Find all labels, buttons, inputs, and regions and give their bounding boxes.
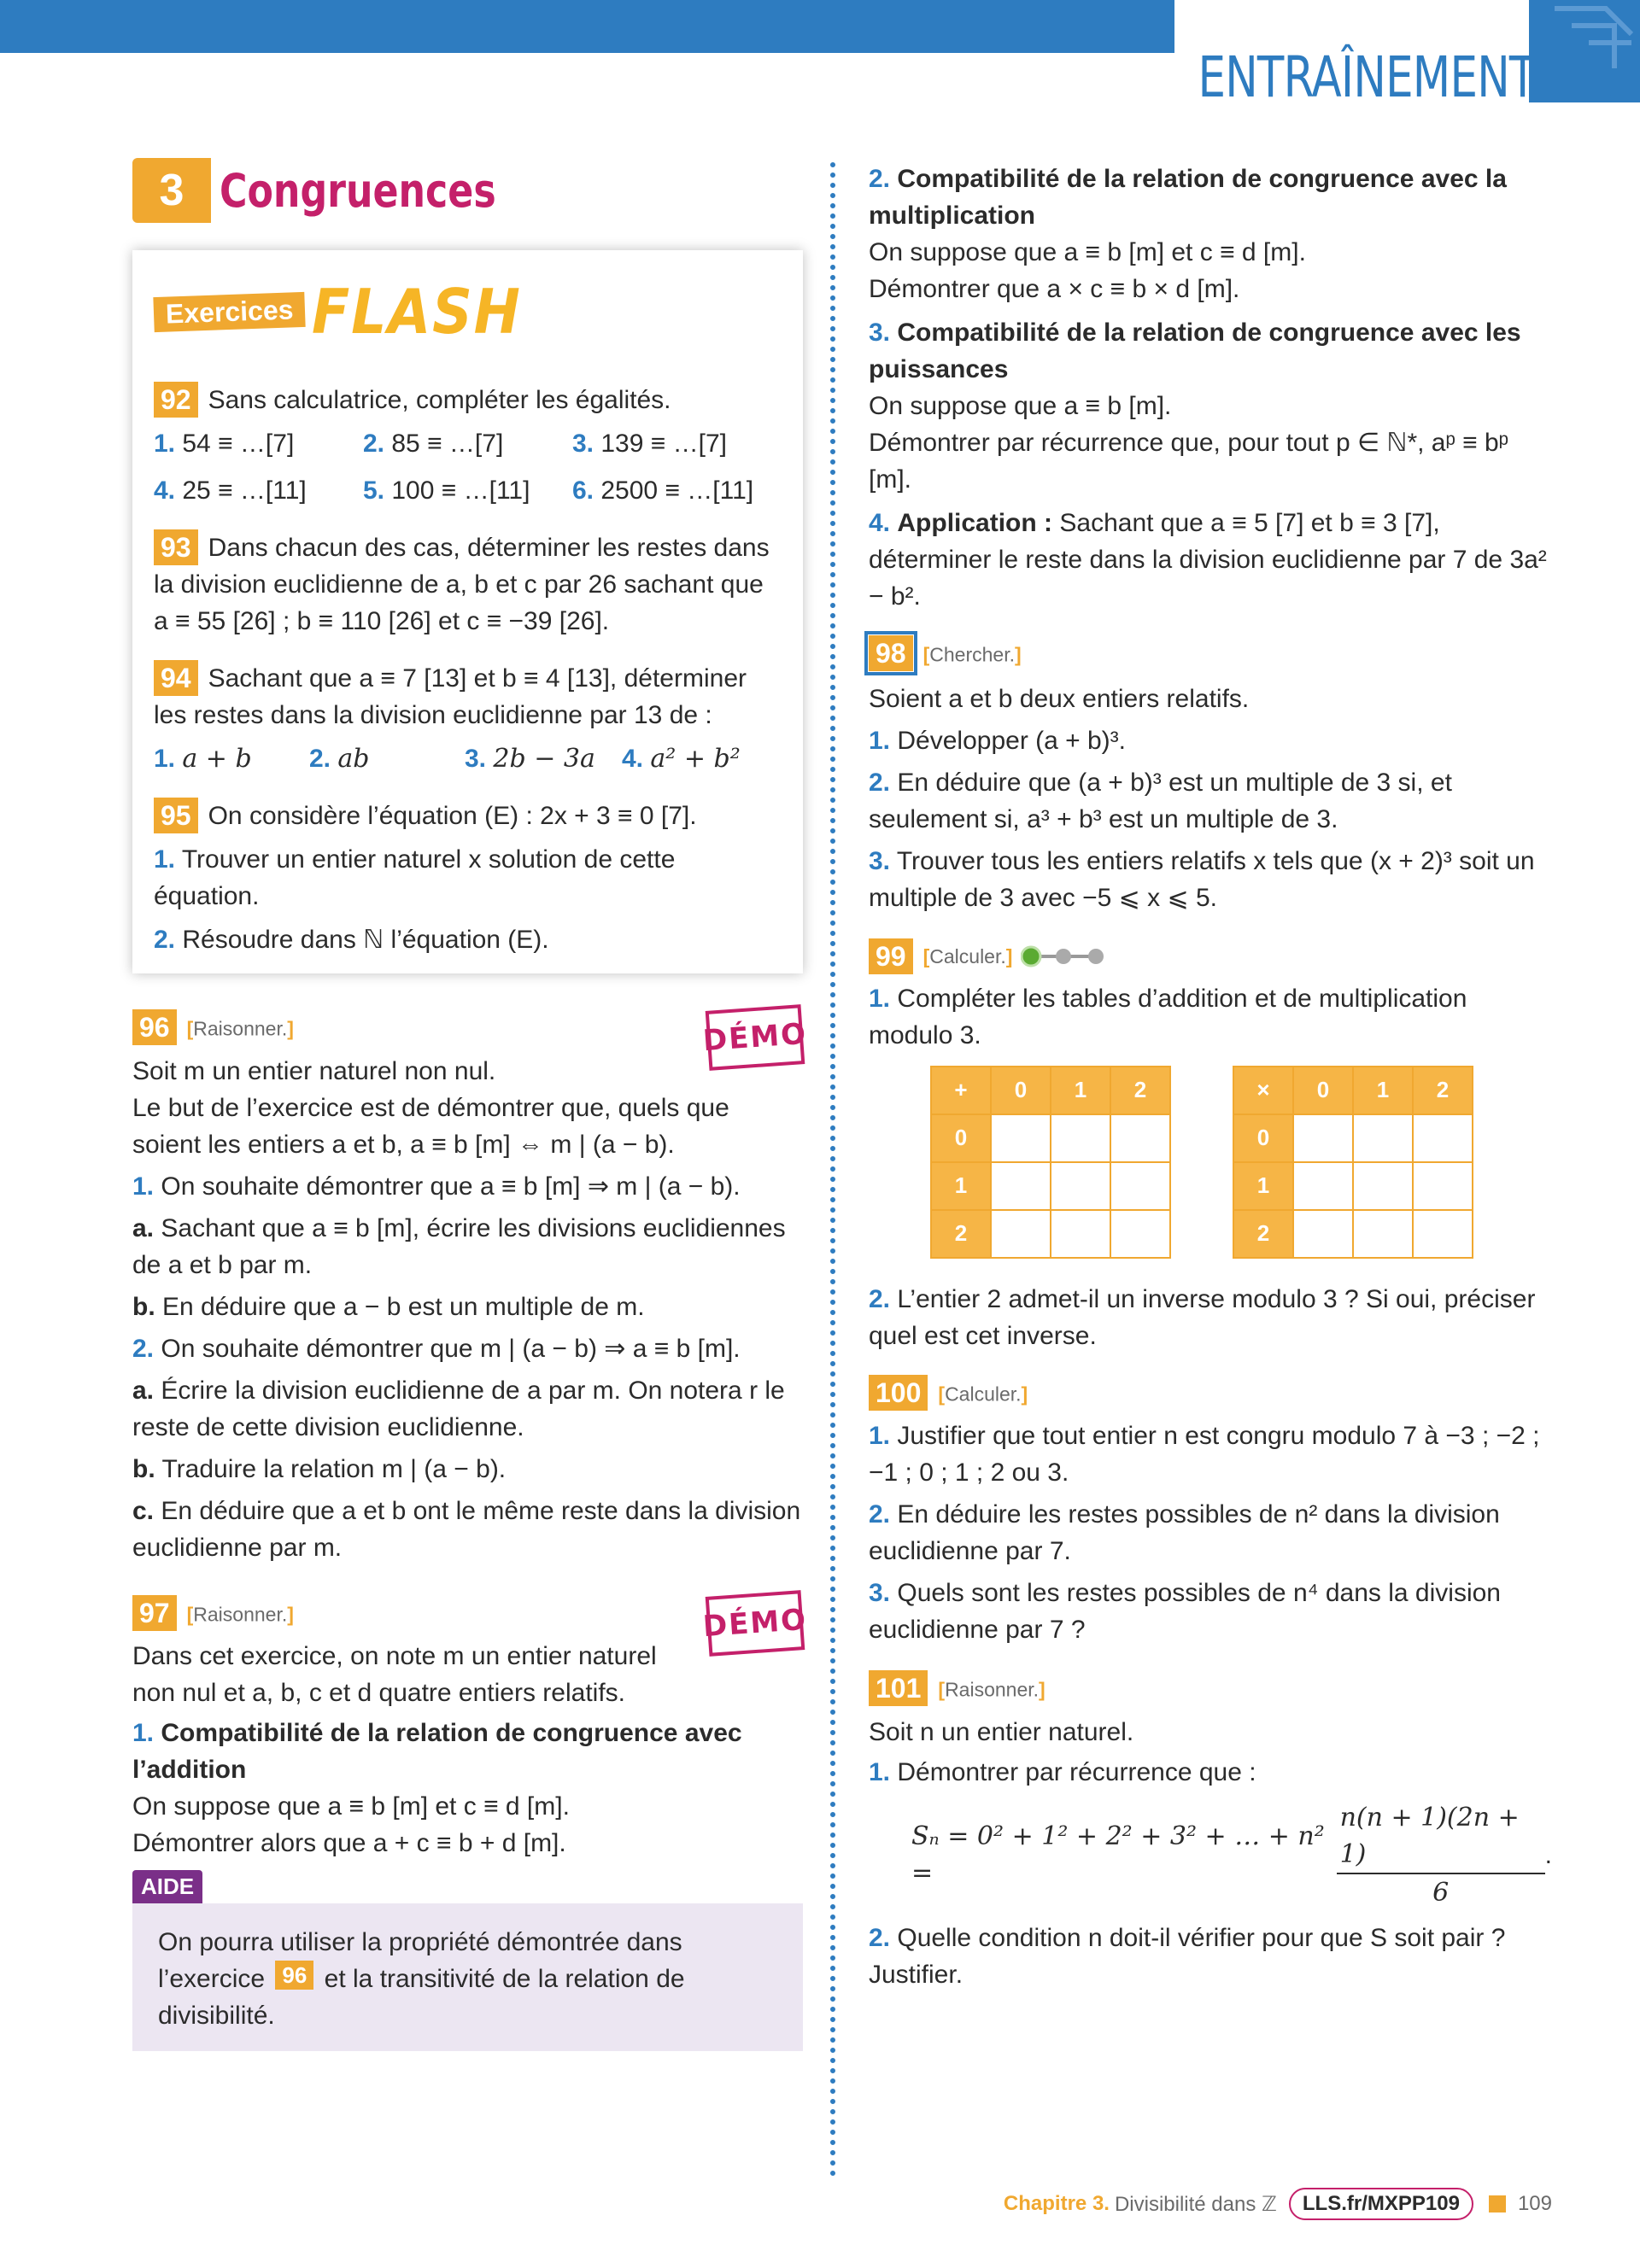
page-header-title: ENTRAÎNEMENT bbox=[1198, 44, 1536, 110]
right-column bbox=[869, 161, 1552, 2014]
item-num: 3. bbox=[572, 430, 594, 458]
aide-label: AIDE bbox=[132, 1870, 202, 1903]
question-title: Compatibilité de la relation de congruence avec l’addition bbox=[132, 1719, 742, 1785]
table-header: 1 bbox=[1233, 1162, 1293, 1210]
item-text: 2b − 3a bbox=[493, 744, 595, 774]
table-cell[interactable] bbox=[1353, 1114, 1413, 1162]
question-text: Résoudre dans ℕ l’équation (E). bbox=[182, 926, 549, 954]
exercise-tag: [Chercher.] bbox=[922, 643, 1022, 666]
item-num: 2. bbox=[363, 430, 385, 458]
item-text: ab bbox=[337, 744, 370, 774]
footer-link[interactable]: LLS.fr/MXPP109 bbox=[1289, 2188, 1473, 2220]
item-num: 4. bbox=[154, 476, 176, 505]
answer-row bbox=[154, 425, 782, 462]
table-header: 0 bbox=[1293, 1067, 1353, 1114]
answer-row bbox=[154, 472, 782, 509]
formula-denominator: 6 bbox=[1432, 1877, 1450, 1908]
table-cell[interactable] bbox=[1110, 1114, 1170, 1162]
question-num: 3. bbox=[869, 319, 891, 347]
exercise-text: On considère l’équation (E) : 2x + 3 ≡ 0 [7]. bbox=[208, 802, 697, 830]
table-header: 2 bbox=[931, 1210, 991, 1258]
exercise-100 bbox=[869, 1375, 1552, 1649]
question-num: 1. bbox=[132, 1719, 155, 1748]
aide-exercise-ref[interactable]: 96 bbox=[275, 1961, 313, 1990]
exercise-92 bbox=[154, 382, 782, 509]
corner-decoration bbox=[1529, 0, 1640, 102]
exercise-text: Dans chacun des cas, déterminer les restes dans la division euclidienne de a, b et c par 26 sachant que a ≡ 55 [26] ; b ≡ 110 [26] et c ≡ −39 [26]. bbox=[154, 534, 770, 635]
formula: Sₙ = 0² + 1² + 2² + 3² + … + n² = $\frac{n(n + 1)(2n + 1)}{6}$ . bbox=[911, 1799, 1552, 1911]
item-text: 139 ≡ …[7] bbox=[600, 430, 727, 458]
question-num: 2. bbox=[154, 926, 176, 954]
footer-chapter-title: Divisibilité dans ℤ bbox=[1114, 2192, 1277, 2216]
subquestion-text: En déduire que a et b ont le même reste dans la division euclidienne par m. bbox=[132, 1496, 801, 1562]
exercise-number: 95 bbox=[154, 798, 198, 833]
subquestion-text: Écrire la division euclidienne de a par m. On notera r le reste de cette division euclidienne. bbox=[132, 1376, 785, 1441]
exercise-number: 93 bbox=[154, 529, 198, 565]
item-num: 2. bbox=[309, 745, 331, 773]
question-num: 3. bbox=[869, 846, 891, 875]
table-header: 2 bbox=[1110, 1067, 1170, 1114]
table-header: 0 bbox=[991, 1067, 1051, 1114]
question-num: 2. bbox=[132, 1334, 155, 1363]
question-num: 1. bbox=[132, 1172, 155, 1201]
question-num: 1. bbox=[869, 1422, 891, 1451]
aide-callout bbox=[132, 1868, 803, 2051]
table-cell[interactable] bbox=[991, 1162, 1051, 1210]
exercise-number: 97 bbox=[132, 1595, 177, 1631]
flash-header bbox=[154, 276, 782, 348]
subquestion-text: Sachant que a ≡ b [m], écrire les divisions euclidiennes de a et b par m. bbox=[132, 1213, 786, 1279]
item-num: 1. bbox=[154, 745, 176, 773]
table-cell[interactable] bbox=[1413, 1114, 1473, 1162]
item-text: a + b bbox=[182, 744, 252, 774]
aide-text: et la transitivité de la relation de divisibilité. bbox=[158, 1965, 685, 2031]
table-cell[interactable] bbox=[1413, 1210, 1473, 1258]
top-banner bbox=[0, 0, 1174, 53]
item-text: 2500 ≡ …[11] bbox=[600, 476, 754, 505]
demo-stamp: DÉMO bbox=[706, 1590, 805, 1657]
table-cell[interactable] bbox=[1110, 1162, 1170, 1210]
exercise-tag: [Calculer.] bbox=[938, 1382, 1028, 1406]
exercise-intro: Soient a et b deux entiers relatifs. bbox=[869, 684, 1250, 713]
question-num: 1. bbox=[869, 726, 891, 755]
table-cell[interactable] bbox=[1051, 1210, 1110, 1258]
subquestion-num: a. bbox=[132, 1376, 155, 1405]
table-header: 1 bbox=[931, 1162, 991, 1210]
exercise-number: 96 bbox=[132, 1009, 177, 1045]
question-text: On suppose que a ≡ b [m] et c ≡ d [m]. bbox=[869, 238, 1306, 266]
item-text: 54 ≡ …[7] bbox=[182, 430, 295, 458]
question-text: Démontrer alors que a + c ≡ b + d [m]. bbox=[132, 1829, 566, 1858]
footer-chapter: Chapitre 3. bbox=[1003, 2192, 1110, 2215]
subquestion-num: b. bbox=[132, 1454, 155, 1483]
question-text: En déduire que (a + b)³ est un multiple de 3 si, et seulement si, a³ + b³ est un multiple de 3. bbox=[869, 768, 1452, 833]
section-title: Congruences bbox=[220, 163, 496, 218]
exercise-number: 92 bbox=[154, 382, 198, 418]
exercise-number: 101 bbox=[869, 1670, 928, 1706]
addition-table bbox=[930, 1066, 1171, 1259]
exercise-96 bbox=[132, 1009, 809, 1566]
table-cell[interactable] bbox=[1413, 1162, 1473, 1210]
subquestion-text: Traduire la relation m | (a − b). bbox=[161, 1454, 507, 1483]
table-cell[interactable] bbox=[1293, 1114, 1353, 1162]
section-number: 3 bbox=[132, 158, 211, 223]
subquestion-num: c. bbox=[132, 1496, 155, 1525]
table-header: 0 bbox=[1233, 1114, 1293, 1162]
exercise-tag: [Raisonner.] bbox=[186, 1603, 294, 1626]
page-footer bbox=[1004, 2188, 1552, 2220]
question-text: L’entier 2 admet-il un inverse modulo 3 ? Si oui, préciser quel est cet inverse. bbox=[869, 1284, 1536, 1350]
page-number: 109 bbox=[1517, 2192, 1552, 2215]
formula-fraction bbox=[1337, 1799, 1545, 1911]
exercise-intro: Le but de l’exercice est de démontrer que, quels que soient les entiers a et b, a ≡ b [m] ⇔ m | (a − b). bbox=[132, 1093, 729, 1159]
exercise-tag: [Calculer.] bbox=[922, 944, 1013, 967]
formula-lhs: Sₙ = 0² + 1² + 2² + 3² + … + n² = bbox=[911, 1821, 1325, 1889]
question-num: 1. bbox=[869, 984, 891, 1013]
question-text: Démontrer par récurrence que : bbox=[897, 1757, 1256, 1786]
exercise-text: Sachant que a ≡ 7 [13] et b ≡ 4 [13], déterminer les restes dans la division euclidienne par 13 de : bbox=[154, 664, 747, 729]
exercise-97-continued bbox=[869, 161, 1552, 615]
item-num: 6. bbox=[572, 476, 594, 505]
question-num: 2. bbox=[869, 1923, 891, 1952]
question-title: Compatibilité de la relation de congruence avec les puissances bbox=[869, 319, 1521, 383]
exercise-99 bbox=[869, 938, 1552, 1354]
table-cell[interactable] bbox=[1051, 1162, 1110, 1210]
exercise-intro: Soit m un entier naturel non nul. bbox=[132, 1056, 496, 1085]
question-text: Démontrer que a × c ≡ b × d [m]. bbox=[869, 275, 1240, 303]
aide-box bbox=[132, 1903, 803, 2051]
question-text: Quelle condition n doit-il vérifier pour que S soit pair ? Justifier. bbox=[869, 1923, 1506, 1989]
table-header: 1 bbox=[1051, 1067, 1110, 1114]
question-text: Justifier que tout entier n est congru modulo 7 à −3 ; −2 ; −1 ; 0 ; 1 ; 2 ou 3. bbox=[869, 1422, 1540, 1488]
multiplication-table bbox=[1233, 1066, 1473, 1259]
exercise-95 bbox=[154, 798, 782, 958]
table-cell[interactable] bbox=[991, 1210, 1051, 1258]
question-title: Compatibilité de la relation de congruence avec la multiplication bbox=[869, 165, 1507, 230]
exercise-number: 100 bbox=[869, 1375, 928, 1411]
item-text: 25 ≡ …[11] bbox=[182, 476, 307, 505]
item-text: a² + b² bbox=[650, 744, 741, 774]
exercise-98 bbox=[869, 635, 1552, 916]
item-text: 85 ≡ …[7] bbox=[391, 430, 504, 458]
column-divider bbox=[830, 162, 835, 2177]
exercise-number: 94 bbox=[154, 660, 198, 696]
exercise-intro: Dans cet exercice, on note m un entier naturel non nul et a, b, c et d quatre entiers relatifs. bbox=[132, 1642, 657, 1708]
question-text: Quels sont les restes possibles de n⁴ dans la division euclidienne par 7 ? bbox=[869, 1579, 1501, 1645]
question-num: 2. bbox=[869, 165, 891, 193]
exercise-101 bbox=[869, 1670, 1552, 1993]
question-text: Trouver tous les entiers relatifs x tels que (x + 2)³ soit un multiple de 3 avec −5 ⩽ x ⩽ 5. bbox=[869, 846, 1535, 912]
aide-text: On pourra utiliser la propriété démontrée dans l’exercice bbox=[158, 1928, 682, 1994]
exercise-97 bbox=[132, 1595, 809, 1862]
table-cell[interactable] bbox=[1353, 1162, 1413, 1210]
question-num: 1. bbox=[869, 1757, 891, 1786]
question-num: 2. bbox=[869, 768, 891, 797]
table-header: 1 bbox=[1353, 1067, 1413, 1114]
item-num: 3. bbox=[465, 745, 487, 773]
question-text: Sachant que a ≡ 5 [7] et b ≡ 3 [7], déterminer le reste dans la division euclidienne par 7 de 3a² − b². bbox=[869, 509, 1547, 611]
item-num: 5. bbox=[363, 476, 385, 505]
flash-exercises-box bbox=[132, 250, 803, 973]
question-text: Développer (a + b)³. bbox=[897, 726, 1127, 755]
exercise-tag: [Raisonner.] bbox=[186, 1017, 294, 1040]
question-text: On souhaite démontrer que a ≡ b [m] ⇒ m | (a − b). bbox=[161, 1172, 741, 1201]
table-cell[interactable] bbox=[1051, 1114, 1110, 1162]
subquestion-num: a. bbox=[132, 1213, 155, 1242]
question-text: On suppose que a ≡ b [m] et c ≡ d [m]. bbox=[132, 1792, 570, 1821]
exercise-intro: Soit n un entier naturel. bbox=[869, 1717, 1134, 1746]
table-header: 0 bbox=[931, 1114, 991, 1162]
question-num: 1. bbox=[154, 845, 176, 874]
table-cell[interactable] bbox=[1293, 1162, 1353, 1210]
item-text: 100 ≡ …[11] bbox=[391, 476, 530, 505]
flash-tag: Exercices bbox=[153, 291, 306, 331]
formula-numerator: n(n + 1)(2n + 1) bbox=[1337, 1799, 1545, 1874]
subquestion-text: En déduire que a − b est un multiple de m. bbox=[162, 1292, 645, 1321]
table-cell[interactable] bbox=[1353, 1210, 1413, 1258]
modulo-tables bbox=[930, 1066, 1552, 1259]
question-num: 4. bbox=[869, 509, 891, 537]
exercise-tag: [Raisonner.] bbox=[938, 1678, 1046, 1701]
question-num: 2. bbox=[869, 1500, 891, 1529]
question-text: On suppose que a ≡ b [m]. bbox=[869, 392, 1172, 420]
left-column bbox=[132, 158, 809, 2051]
question-text: Trouver un entier naturel x solution de cette équation. bbox=[154, 845, 676, 910]
answer-row bbox=[154, 740, 782, 777]
exercise-number: 98 bbox=[869, 635, 913, 671]
question-text: Démontrer par récurrence que, pour tout p ∈ ℕ*, aᵖ ≡ bᵖ [m]. bbox=[869, 429, 1509, 494]
table-header: 2 bbox=[1413, 1067, 1473, 1114]
subquestion-num: b. bbox=[132, 1292, 155, 1321]
demo-stamp: DÉMO bbox=[706, 1004, 805, 1071]
table-operator: × bbox=[1233, 1067, 1293, 1114]
exercise-94 bbox=[154, 660, 782, 777]
question-text: En déduire les restes possibles de n² dans la division euclidienne par 7. bbox=[869, 1500, 1500, 1566]
question-text: On souhaite démontrer que m | (a − b) ⇒ a ≡ b [m]. bbox=[161, 1334, 741, 1363]
question-num: 3. bbox=[869, 1579, 891, 1608]
table-cell[interactable] bbox=[991, 1114, 1051, 1162]
section-heading bbox=[132, 158, 803, 223]
table-cell[interactable] bbox=[1110, 1210, 1170, 1258]
table-cell[interactable] bbox=[1293, 1210, 1353, 1258]
table-operator: + bbox=[931, 1067, 991, 1114]
item-num: 4. bbox=[622, 745, 644, 773]
question-title: Application : bbox=[897, 509, 1053, 537]
item-num: 1. bbox=[154, 430, 176, 458]
exercise-text: Sans calculatrice, compléter les égalités. bbox=[208, 386, 671, 414]
difficulty-indicator bbox=[1021, 944, 1106, 969]
question-text: Compléter les tables d’addition et de multiplication modulo 3. bbox=[869, 984, 1467, 1049]
table-header: 2 bbox=[1233, 1210, 1293, 1258]
footer-square-icon bbox=[1489, 2195, 1506, 2212]
flash-word: FLASH bbox=[312, 276, 523, 348]
exercise-number: 99 bbox=[869, 938, 913, 974]
question-num: 2. bbox=[869, 1284, 891, 1313]
exercise-93 bbox=[154, 529, 782, 640]
